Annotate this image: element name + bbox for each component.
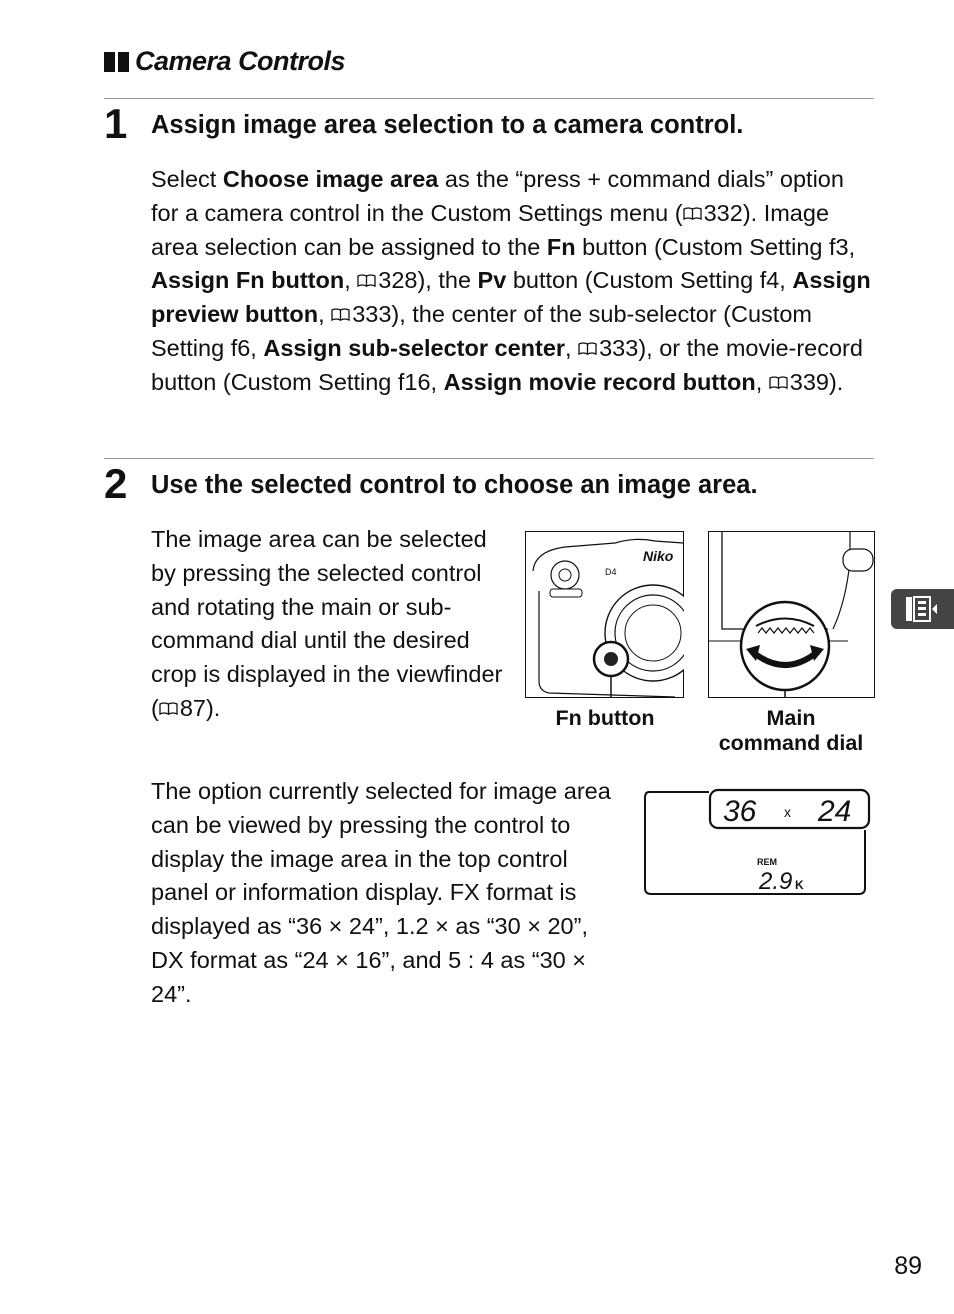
page-reference-icon: [769, 376, 788, 389]
chapter-tab[interactable]: [891, 589, 954, 629]
command-dial-illustration: [708, 531, 875, 698]
svg-text:D4: D4: [605, 567, 617, 577]
divider: [104, 98, 874, 99]
lcd-rem-unit: K: [795, 878, 804, 892]
fn-button-icon: Fn: [546, 233, 576, 260]
section-heading: [104, 46, 345, 77]
section-title: Camera Controls: [135, 46, 346, 76]
page-reference-icon: [331, 308, 350, 321]
step-title: Assign image area selection to a camera control.: [151, 111, 744, 139]
lcd-times: x: [784, 804, 791, 820]
lcd-image-area-right: 24: [818, 795, 852, 828]
svg-text:Niko: Niko: [643, 548, 674, 564]
section-marker-icon: [104, 52, 129, 72]
main-command-dial-caption: Main command dial: [718, 706, 864, 755]
lcd-rem-label: REM: [757, 857, 777, 867]
page-reference-icon: [683, 207, 702, 220]
fn-button-caption: Fn button: [555, 706, 655, 730]
control-panel-illustration: [643, 788, 871, 898]
page-number: 89: [894, 1252, 922, 1280]
page-reference-icon: [357, 274, 376, 287]
step-title: Use the selected control to choose an image area.: [151, 471, 758, 499]
menu-icon: [891, 589, 954, 629]
fn-button-highlight: [594, 642, 628, 676]
step-number: 2: [104, 460, 128, 507]
divider: [104, 458, 874, 459]
step2-paragraph-1: The image area can be selected by pressing the selected control and rotating the main or sub-command dial until the desired crop is displayed in the viewfinder ( 87).: [151, 526, 503, 721]
step1-body: Select Choose image area as the “press + command dials” option for a camera control in the Custom Settings menu ( 332). Image area selection can be assigned to the Fn button (Custom Setting f3, Assign Fn button, 328), the Pv button (Custom Setting f4, Assign preview button, 333), the center of the sub-selector (Custom Setting f6, Assign sub-selector center, 333), or the movie-record button (Custom Setting f16, Assign movie record button, 339).: [151, 166, 871, 395]
lcd-rem-value: 2.9: [759, 868, 793, 895]
lcd-image-area-left: 36: [723, 795, 757, 828]
camera-front-illustration: [525, 531, 684, 698]
page-reference-icon: [159, 702, 178, 715]
pv-button-icon: Pv: [477, 267, 507, 294]
step2-paragraph-2: The option currently selected for image area can be viewed by pressing the control to display the image area in the top control panel or information display. FX format is displayed as “36 × 24”, 1.2 × as “30 × 20”, DX format as “24 × 16”, and 5 : 4 as “30 × 24”.: [151, 778, 611, 1007]
step-number: 1: [104, 100, 128, 147]
page-reference-icon: [578, 342, 597, 355]
